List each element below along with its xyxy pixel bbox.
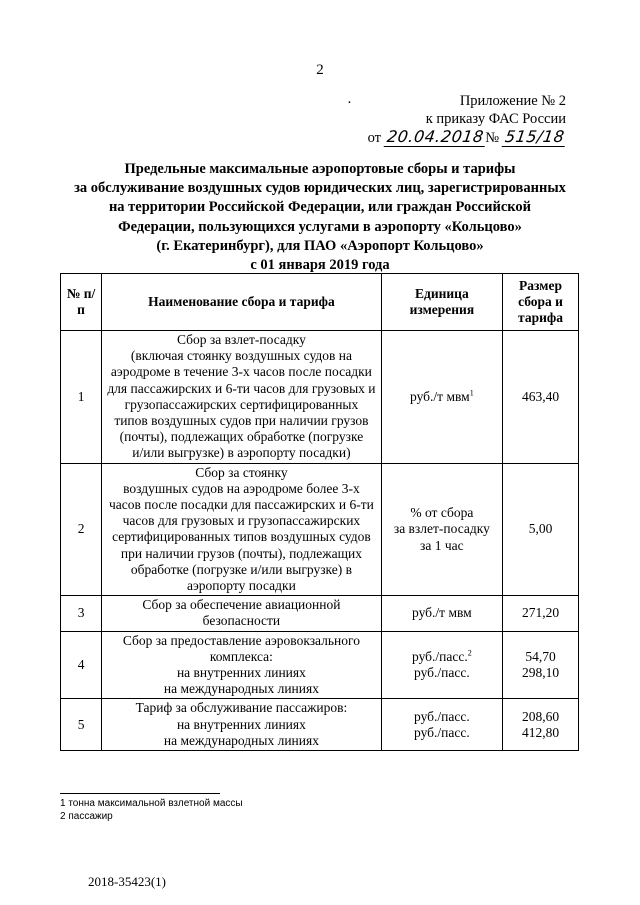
table-row	[61, 596, 579, 631]
unit-text: руб./пасс.	[412, 648, 468, 664]
name-line: часов после посадки для пассажирских и 6-ти	[108, 497, 374, 513]
unit-line	[384, 649, 500, 665]
name-line: сертифицированных типов воздушных судов	[112, 529, 371, 545]
order-date: 20.04.2018	[383, 128, 486, 147]
name-line: обработке (погрузке и/или выгрузке) в	[130, 561, 353, 577]
value-line: 54,70	[525, 648, 556, 664]
row-unit	[381, 631, 502, 699]
value-line: 208,60	[521, 708, 560, 724]
document-id: 2018-35423(1)	[88, 874, 166, 889]
row-name	[102, 331, 382, 464]
footnote-divider	[60, 793, 220, 794]
table-row	[61, 331, 579, 464]
title-line: на территории Российской Федерации, или граждан Российской	[108, 199, 532, 216]
header-size: Размер сбора и тарифа	[503, 274, 579, 331]
footnotes	[60, 797, 243, 823]
dot-mark: .	[347, 91, 352, 107]
unit-line: руб./пасс.	[414, 724, 470, 740]
name-line: Сбор за стоянку	[195, 464, 288, 480]
row-value: 271,20	[503, 596, 579, 631]
title-line: (г. Екатеринбург), для ПАО «Аэропорт Кольцово»	[156, 237, 484, 254]
row-value: 5,00	[503, 463, 579, 596]
name-line: (включая стоянку воздушных судов на	[130, 348, 352, 364]
table-header-row	[61, 274, 579, 331]
name-line: Тариф за обслуживание пассажиров:	[135, 700, 348, 716]
title-line: за обслуживание воздушных судов юридических лиц, зарегистрированных	[74, 180, 566, 197]
appendix-block	[347, 91, 566, 147]
page-number: 2	[316, 62, 324, 78]
table-row	[61, 631, 579, 699]
header-num: № п/п	[61, 274, 102, 331]
name-line: Сбор за обеспечение авиационной	[142, 597, 341, 613]
name-line: комплекса:	[209, 648, 273, 664]
order-no-label: №	[485, 130, 500, 146]
name-line: аэродроме в течение 3-х часов после посадки	[110, 364, 372, 380]
unit-line: руб./пасс.	[414, 665, 470, 681]
row-name	[102, 699, 382, 751]
name-line: безопасности	[202, 613, 281, 629]
row-unit	[381, 699, 502, 751]
name-line: грузопассажирских сертифицированных	[124, 396, 359, 412]
row-value	[503, 631, 579, 699]
unit-text: руб./т мвм	[410, 388, 470, 404]
title-line: Федерации, пользующихся услугами в аэропорту «Кольцово»	[118, 218, 522, 235]
unit-line: за взлет-посадку	[393, 521, 490, 537]
footnote-ref: 2	[467, 648, 472, 658]
sub-label: на внутренних линиях	[176, 716, 306, 732]
title-line: с 01 января 2019 года	[250, 257, 390, 274]
name-line: Сбор за предоставление аэровокзального	[122, 632, 360, 648]
row-name	[102, 596, 382, 631]
name-line: Сбор за взлет-посадку	[176, 332, 306, 347]
name-line: для пассажирских и 6-ти часов для грузовых и	[107, 380, 376, 396]
row-num: 5	[61, 699, 102, 751]
unit-line: % от сбора	[410, 505, 474, 521]
row-num: 4	[61, 631, 102, 699]
title-line: Предельные максимальные аэропортовые сборы и тарифы	[124, 161, 516, 177]
name-line: и/или выгрузке) в аэропорту посадки)	[132, 445, 351, 461]
row-name	[102, 463, 382, 596]
order-line	[368, 128, 566, 147]
name-line: часов для грузовых и грузопассажирских	[122, 513, 361, 529]
name-line: типов воздушных судов при наличии грузов	[114, 413, 369, 429]
row-name	[102, 631, 382, 699]
table-row	[61, 699, 579, 751]
row-unit	[381, 331, 502, 464]
document-title	[60, 160, 580, 275]
row-value	[503, 699, 579, 751]
name-line: при наличии грузов (почты), подлежащих	[120, 545, 362, 561]
tariffs-table	[60, 273, 579, 751]
row-value: 463,40	[503, 331, 579, 464]
appendix-line1: Приложение № 2	[459, 93, 566, 109]
row-unit: руб./т мвм	[381, 596, 502, 631]
footnote-ref: 1	[469, 388, 474, 398]
row-num: 3	[61, 596, 102, 631]
row-num: 1	[61, 331, 102, 464]
sub-label: на международных линиях	[163, 681, 319, 697]
name-line: аэропорту посадки	[187, 578, 296, 594]
appendix-line2: к приказу ФАС России	[425, 111, 566, 127]
header-name: Наименование сбора и тарифа	[102, 274, 382, 331]
unit-line: руб./пасс.	[414, 708, 470, 724]
sub-label: на внутренних линиях	[176, 665, 306, 681]
value-line: 298,10	[521, 665, 560, 681]
unit-line: за 1 час	[420, 537, 464, 553]
name-line: (почты), подлежащих обработке (погрузке	[119, 429, 364, 445]
value-line: 412,80	[521, 724, 560, 740]
order-prefix: от	[367, 130, 381, 146]
footnote-2: 2 пассажир	[60, 811, 113, 822]
name-line: воздушных судов на аэродроме более 3-х	[123, 480, 360, 496]
row-num: 2	[61, 463, 102, 596]
header-unit: Единица измерения	[381, 274, 502, 331]
footnote-1: 1 тонна максимальной взлетной массы	[60, 798, 243, 809]
sub-label: на международных линиях	[163, 732, 319, 748]
table-row	[61, 463, 579, 596]
order-number: 515/18	[501, 128, 567, 147]
row-unit	[381, 463, 502, 596]
